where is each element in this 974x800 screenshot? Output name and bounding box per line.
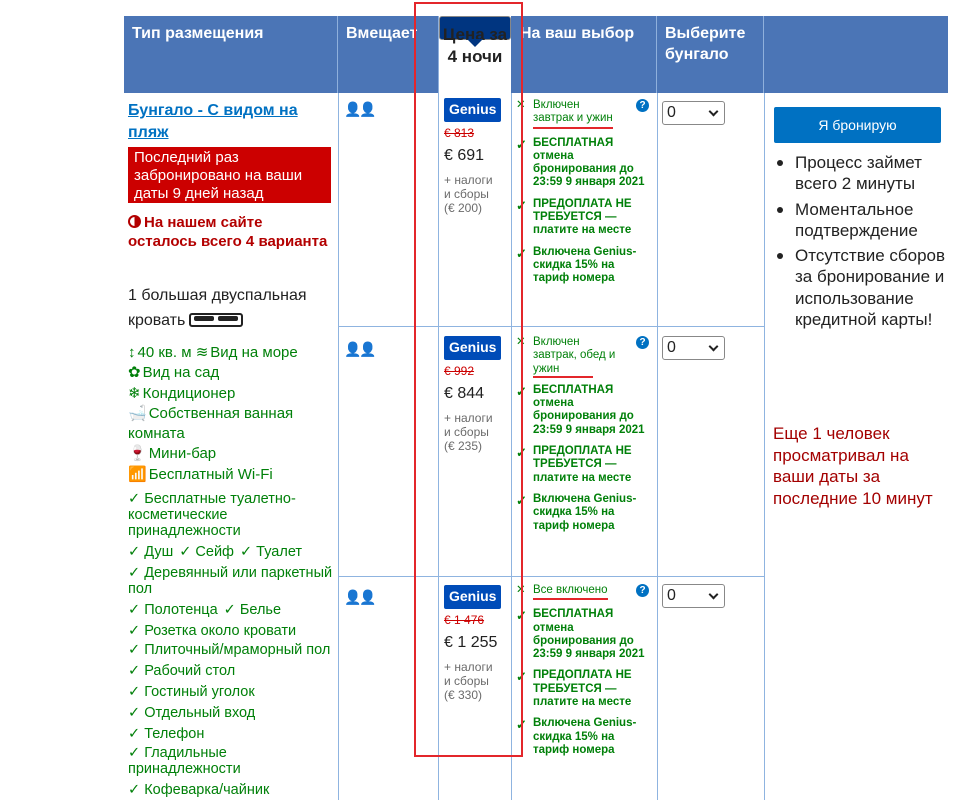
clock-icon (128, 215, 141, 228)
tax-note: + налоги и сборы (€ 200) (444, 173, 493, 215)
check-icon: ✓ (516, 136, 527, 152)
free-cancel: ✓ БЕСПЛАТНАЯ отмена бронирования до 23:59 9 января 2021 (516, 136, 645, 189)
new-price: € 1 255 (444, 634, 498, 651)
wifi-icon: 📶 (128, 465, 147, 483)
genius-badge: Genius (444, 98, 501, 122)
amenity-item: ✓ Отдельный вход (128, 705, 256, 721)
fact-wifi: Бесплатный Wi-Fi (148, 465, 273, 483)
garden-icon: ✿ (128, 364, 141, 382)
help-icon[interactable]: ? (636, 336, 649, 349)
bed-info (128, 283, 338, 333)
meal-plan: ✕ Все включено (516, 584, 653, 600)
meal-plan: ✕ Включен завтрак, обед и ужин (516, 336, 616, 375)
chevron-down-icon (709, 590, 719, 600)
header-choices: На ваш выбор (511, 16, 657, 93)
snowflake-icon: ❄ (128, 384, 141, 402)
cutlery-icon: ✕ (516, 99, 526, 111)
persons-icon: 👤👤 (344, 101, 375, 117)
red-underline (533, 376, 593, 378)
room-facts (128, 343, 333, 485)
highlight-frame (414, 2, 523, 757)
check-icon: ✓ (516, 445, 527, 461)
check-icon: ✓ (516, 492, 527, 508)
amenity-item: ✓ Гладильные принадлежности (128, 745, 241, 777)
recent-viewers-notice: Еще 1 человек просматривал на ваши даты за последние 10 минут (773, 424, 933, 508)
fact-garden: Вид на сад (142, 364, 220, 382)
old-price: € 813 (444, 126, 475, 140)
no-prepay: ✓ ПРЕДОПЛАТА НЕ ТРЕБУЕТСЯ — платите на месте (516, 669, 632, 709)
cutlery-icon: ✕ (516, 336, 526, 348)
old-price: € 1 476 (444, 613, 485, 627)
meal-plan: ✕ Включен завтрак и ужин (516, 99, 653, 129)
check-icon: ✓ (516, 245, 527, 261)
header-sleeps: Вмещает (338, 16, 439, 93)
genius-discount: ✓ Включена Genius-скидка 15% на тариф номера (516, 245, 637, 285)
rate-conditions (516, 336, 653, 533)
fact-size: 40 кв. м (137, 344, 192, 361)
free-cancel: ✓ БЕСПЛАТНАЯ отмена бронирования до 23:59 9 января 2021 (516, 608, 645, 661)
tax-note: + налоги и сборы (€ 330) (444, 660, 493, 702)
amenity-item: ✓ Бесплатные туалетно-косметические принадлежности (128, 491, 296, 539)
room-title-link[interactable]: Бунгало - С видом на пляж (128, 102, 298, 141)
grid-line (338, 93, 339, 800)
rate-conditions (516, 584, 653, 757)
quantity-select[interactable]: 0 (662, 584, 725, 608)
last-booked-badge: Последний раз забронировано на ваши даты 9 дней назад (128, 147, 331, 203)
genius-badge: Genius (444, 585, 501, 609)
size-icon: ↕ (128, 344, 136, 361)
grid-line (338, 576, 765, 577)
amenity-item: ✓ Деревянный или паркетный пол (128, 565, 333, 597)
header-empty (764, 16, 948, 93)
booking-benefits (795, 152, 955, 334)
no-prepay: ✓ ПРЕДОПЛАТА НЕ ТРЕБУЕТСЯ — платите на месте (516, 445, 632, 484)
header-room-type: Тип размещения (124, 16, 338, 93)
reserve-button[interactable]: Я бронирую (774, 107, 941, 143)
fact-minibar: Мини-бар (148, 445, 217, 463)
amenities-list (128, 491, 333, 798)
fact-bathroom: Собственная ванная комната (128, 404, 294, 443)
help-icon[interactable]: ? (636, 99, 649, 112)
amenity-item: ✓ Кофеварка/чайник (128, 782, 270, 798)
quantity-select[interactable]: 0 (662, 336, 725, 360)
no-prepay: ✓ ПРЕДОПЛАТА НЕ ТРЕБУЕТСЯ — платите на месте (516, 197, 632, 237)
new-price: € 691 (444, 147, 485, 164)
benefit-item: Отсутствие сборов за бронирование и использование кредитной карты! (795, 245, 955, 330)
header-price[interactable]: Цена за 4 ночи (439, 16, 511, 40)
amenity-item: ✓ Гостиный уголок (128, 684, 255, 700)
rate-conditions (516, 99, 653, 286)
fact-ac: Кондиционер (142, 384, 236, 402)
free-cancel: ✓ БЕСПЛАТНАЯ отмена бронирования до 23:59 9 января 2021 (516, 383, 645, 436)
amenity-item: ✓ Плиточный/мраморный пол (128, 642, 331, 658)
grid-line (764, 93, 765, 800)
amenity-item: ✓ Розетка около кровати (128, 623, 297, 639)
bed-text: 1 большая двуспальная кровать (128, 287, 307, 329)
amenity-item: ✓ Телефон (128, 726, 205, 742)
wine-icon: 🍷 (128, 445, 147, 463)
persons-icon: 👤👤 (344, 589, 375, 605)
amenity-item: ✓ Душ ✓ Сейф ✓ Туалет (128, 544, 303, 560)
check-icon: ✓ (516, 197, 527, 213)
benefit-item: Процесс займет всего 2 минуты (795, 152, 955, 195)
amenity-item: ✓ Полотенца ✓ Белье (128, 602, 282, 618)
bathtub-icon: 🛁 (128, 404, 147, 422)
quantity-select[interactable]: 0 (662, 101, 725, 125)
chevron-down-icon (709, 342, 719, 352)
old-price: € 992 (444, 364, 475, 378)
check-icon: ✓ (516, 717, 527, 733)
new-price: € 844 (444, 385, 485, 402)
grid-line (338, 326, 765, 327)
fact-sea-view: Вид на море (210, 344, 298, 361)
few-left-text: На нашем сайте осталось всего 4 варианта (128, 214, 328, 250)
amenity-item: ✓ Рабочий стол (128, 663, 236, 679)
check-icon: ✓ (516, 608, 527, 624)
genius-discount: ✓ Включена Genius-скидка 15% на тариф номера (516, 492, 637, 532)
chevron-down-icon (709, 107, 719, 117)
check-icon: ✓ (516, 669, 527, 685)
tax-note: + налоги и сборы (€ 235) (444, 411, 493, 453)
genius-discount: ✓ Включена Genius-скидка 15% на тариф номера (516, 717, 637, 756)
few-left-notice (128, 213, 328, 251)
genius-badge: Genius (444, 336, 501, 360)
persons-icon: 👤👤 (344, 341, 375, 357)
bed-icon (189, 313, 243, 327)
cutlery-icon: ✕ (516, 584, 526, 596)
header-select: Выберите бунгало (657, 16, 764, 93)
help-icon[interactable]: ? (636, 584, 649, 597)
check-icon: ✓ (516, 383, 527, 399)
grid-line (657, 93, 658, 800)
benefit-item: Моментальное подтверждение (795, 199, 955, 242)
sea-view-icon: ≋ (195, 344, 209, 361)
